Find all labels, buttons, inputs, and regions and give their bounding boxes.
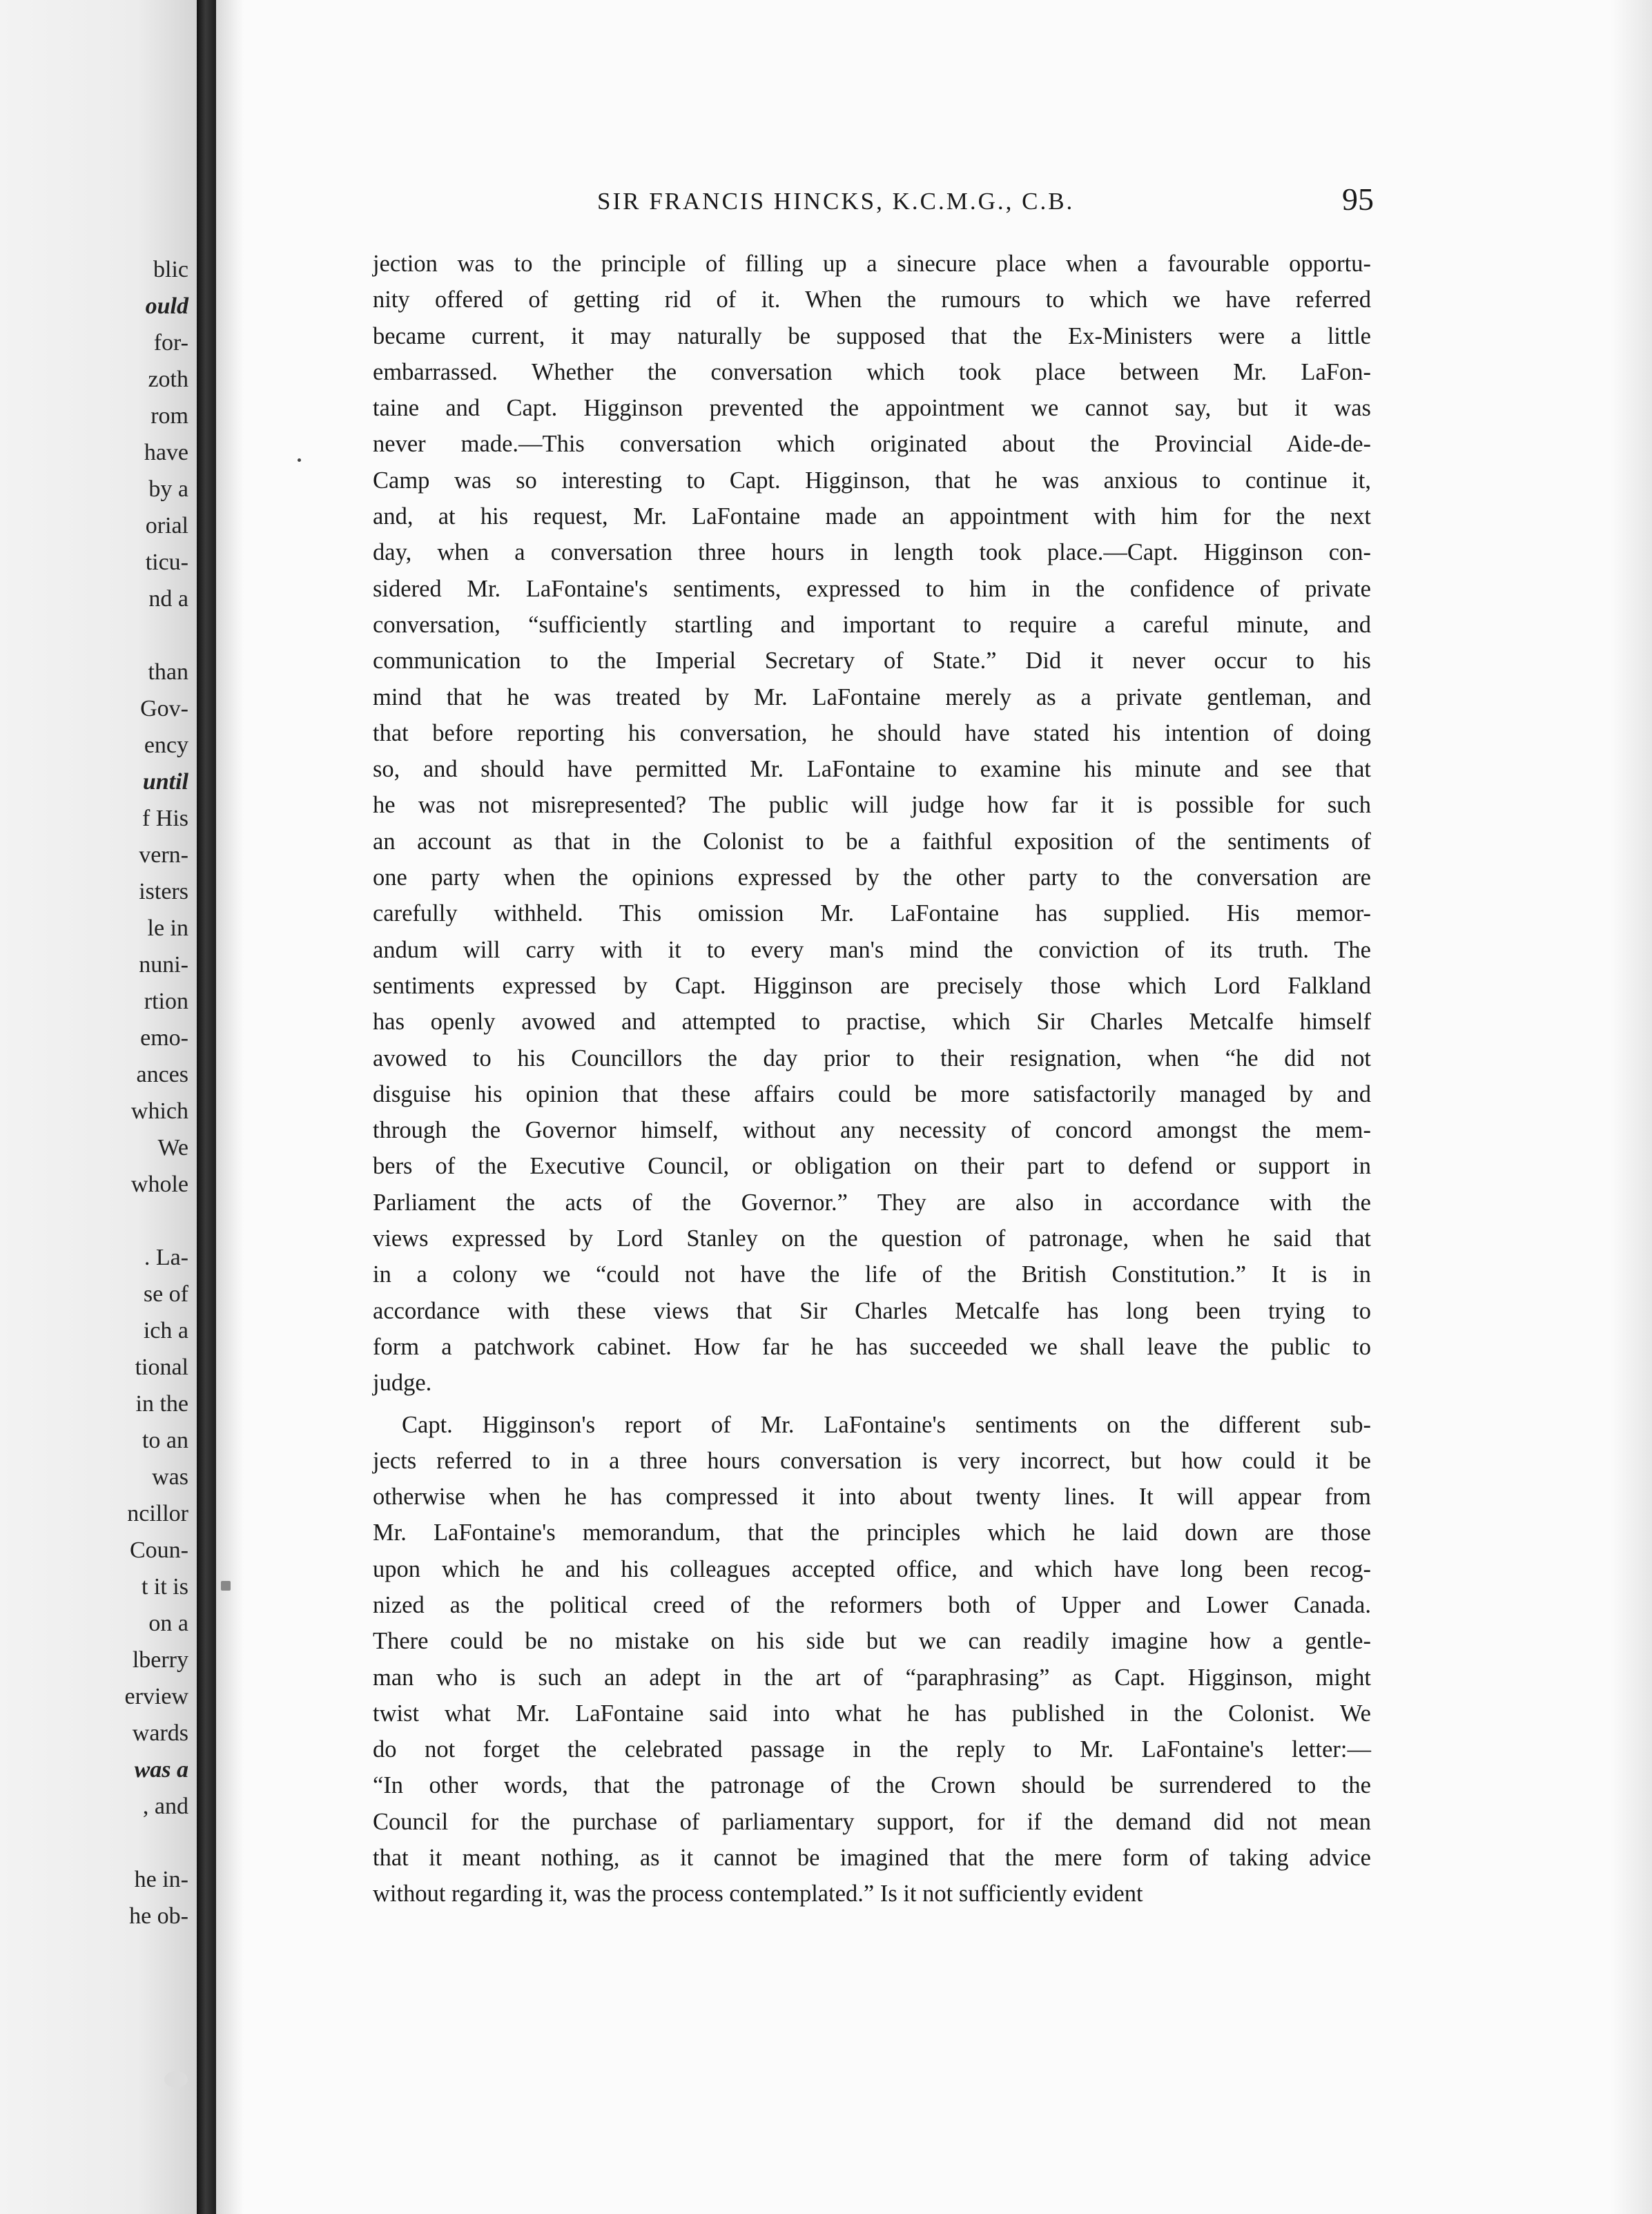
text-line: without regarding it, was the process contemplated.” Is it not sufficiently evident bbox=[373, 1881, 1143, 1907]
running-title: SIR FRANCIS HINCKS, K.C.M.G., C.B. bbox=[597, 188, 1075, 215]
text-line: through the Governor himself, without any necessity of concord amongst the mem- bbox=[373, 1117, 1371, 1144]
text-line: Parliament the acts of the Governor.” They are also in accordance with the bbox=[373, 1189, 1371, 1216]
text-line: communication to the Imperial Secretary of State.” Did it never occur to his bbox=[373, 648, 1371, 674]
text-line: became current, it may naturally be supposed that the Ex-Ministers were a little bbox=[373, 322, 1371, 349]
facing-page-fragment: whole bbox=[130, 1172, 188, 1197]
text-line: sidered Mr. LaFontaine's sentiments, expressed to him in the confidence of private bbox=[373, 575, 1371, 602]
text-line: There could be no mistake on his side but we can readily imagine how a gentle- bbox=[373, 1628, 1371, 1655]
text-line: jects referred to in a three hours conversation is very incorrect, but how could it be bbox=[373, 1447, 1371, 1474]
text-line: that before reporting his conversation, he should have stated his intention of doing bbox=[373, 719, 1371, 746]
text-line: nized as the political creed of the reformers both of Upper and Lower Canada. bbox=[373, 1591, 1371, 1618]
text-line: Capt. Higginson's report of Mr. LaFontaine's sentiments on the different sub- bbox=[402, 1411, 1371, 1438]
facing-page-fragment: We bbox=[157, 1135, 188, 1161]
text-line: jection was to the principle of filling up a sinecure place when a favourable opportu- bbox=[373, 251, 1371, 277]
paragraph bbox=[373, 1407, 1371, 1912]
facing-page-fragment: on a bbox=[148, 1611, 188, 1636]
text-line: judge. bbox=[373, 1370, 432, 1397]
text-line: never made.—This conversation which originated about the Provincial Aide-de- bbox=[373, 431, 1371, 458]
text-line: accordance with these views that Sir Charles Metcalfe has long been trying to bbox=[373, 1297, 1371, 1324]
facing-page-fragment: orial bbox=[145, 513, 188, 538]
paragraph-gap bbox=[373, 1401, 1371, 1407]
text-line: so, and should have permitted Mr. LaFontaine to examine his minute and see that bbox=[373, 756, 1371, 783]
text-line: he was not misrepresented? The public will judge how far it is possible for such bbox=[373, 792, 1371, 819]
facing-page-fragment: tional bbox=[135, 1354, 188, 1380]
text-line: sentiments expressed by Capt. Higginson are precisely those which Lord Falkland bbox=[373, 972, 1371, 999]
facing-page-fragment: rom bbox=[150, 403, 188, 429]
facing-page-fragment: isters bbox=[139, 879, 188, 904]
facing-page-fragment: vern- bbox=[139, 842, 188, 868]
text-line: form a patchwork cabinet. How far he has succeeded we shall leave the public to bbox=[373, 1333, 1371, 1360]
text-line: and, at his request, Mr. LaFontaine made an appointment with him for the next bbox=[373, 503, 1371, 530]
text-line: avowed to his Councillors the day prior to their resignation, when “he did not bbox=[373, 1045, 1371, 1071]
page-right-edge bbox=[1611, 0, 1652, 2214]
facing-page-fragment: wards bbox=[132, 1720, 188, 1746]
facing-page-fragment: nuni- bbox=[139, 952, 188, 978]
facing-page-fragment: se of bbox=[143, 1281, 188, 1307]
facing-page-fragment: which bbox=[130, 1098, 188, 1124]
text-line: an account as that in the Colonist to be a faithful exposition of the sentiments of bbox=[373, 828, 1371, 855]
facing-page-fragment: lberry bbox=[132, 1647, 188, 1673]
facing-page-fragment: ncillor bbox=[127, 1501, 188, 1526]
facing-page-fragment: was bbox=[152, 1464, 188, 1490]
facing-page-fragment: ticu- bbox=[145, 550, 188, 575]
text-line: that it meant nothing, as it cannot be imagined that the mere form of taking advice bbox=[373, 1845, 1371, 1872]
text-line: andum will carry with it to every man's mind the conviction of its truth. The bbox=[373, 936, 1371, 963]
body-text bbox=[373, 246, 1371, 1912]
facing-page-fragment: he in- bbox=[134, 1867, 188, 1892]
facing-page-fragment: f His bbox=[142, 806, 188, 831]
text-line: day, when a conversation three hours in length took place.—Capt. Higginson con- bbox=[373, 539, 1371, 566]
facing-page-fragment: . La- bbox=[144, 1245, 188, 1270]
ink-speck bbox=[298, 458, 301, 462]
facing-page-fragment: nd a bbox=[148, 586, 188, 612]
facing-page-edge bbox=[0, 0, 197, 2214]
text-line: do not forget the celebrated passage in the reply to Mr. LaFontaine's letter:— bbox=[373, 1736, 1371, 1763]
text-line: has openly avowed and attempted to practise, which Sir Charles Metcalfe himself bbox=[373, 1009, 1371, 1036]
text-line: embarrassed. Whether the conversation which took place between Mr. LaFon- bbox=[373, 358, 1371, 385]
text-line: mind that he was treated by Mr. LaFontaine merely as a private gentleman, and bbox=[373, 683, 1371, 710]
text-line: taine and Capt. Higginson prevented the appointment we cannot say, but it was bbox=[373, 395, 1371, 422]
facing-page-fragment: than bbox=[148, 659, 188, 685]
gutter-shadow bbox=[216, 0, 244, 2214]
text-line: one party when the opinions expressed by the other party to the conversation are bbox=[373, 864, 1371, 891]
text-line: nity offered of getting rid of it. When the rumours to which we have referred bbox=[373, 287, 1371, 313]
facing-page-fragment: Coun- bbox=[130, 1537, 188, 1563]
text-line: Council for the purchase of parliamentary support, for if the demand did not mean bbox=[373, 1808, 1371, 1835]
text-line: man who is such an adept in the art of “paraphrasing” as Capt. Higginson, might bbox=[373, 1664, 1371, 1691]
facing-page-fragment: ould bbox=[145, 293, 188, 319]
text-line: Mr. LaFontaine's memorandum, that the principles which he laid down are those bbox=[373, 1519, 1371, 1546]
facing-page-fragment: ances bbox=[136, 1062, 188, 1087]
facing-page-fragment: in the bbox=[135, 1391, 188, 1417]
text-line: otherwise when he has compressed it into about twenty lines. It will appear from bbox=[373, 1484, 1371, 1511]
running-header bbox=[373, 182, 1374, 222]
text-line: views expressed by Lord Stanley on the question of patronage, when he said that bbox=[373, 1225, 1371, 1252]
facing-page-fragment: have bbox=[144, 440, 188, 465]
facing-page-fragment: ency bbox=[144, 732, 188, 758]
book-gutter bbox=[197, 0, 216, 2214]
facing-page-fragment: until bbox=[142, 769, 188, 795]
fragment-gap bbox=[124, 1825, 188, 1861]
text-line: “In other words, that the patronage of the Crown should be surrendered to the bbox=[373, 1772, 1371, 1799]
facing-page-text-fragments bbox=[124, 251, 188, 1934]
facing-page-fragment: ich a bbox=[143, 1318, 188, 1343]
text-line: carefully withheld. This omission Mr. LaFontaine has supplied. His memor- bbox=[373, 900, 1371, 927]
fragment-gap bbox=[124, 617, 188, 654]
paper-stain bbox=[164, 2071, 188, 2088]
facing-page-fragment: blic bbox=[153, 257, 188, 282]
paragraph bbox=[373, 246, 1371, 1401]
facing-page-fragment: zoth bbox=[148, 367, 188, 392]
text-line: in a colony we “could not have the life of the British Constitution.” It is in bbox=[373, 1261, 1371, 1288]
gutter-blemish bbox=[221, 1581, 231, 1591]
facing-page-fragment: was a bbox=[134, 1757, 188, 1783]
facing-page-fragment: t it is bbox=[141, 1574, 188, 1600]
page-number: 95 bbox=[1342, 182, 1374, 217]
text-line: twist what Mr. LaFontaine said into what he has published in the Colonist. We bbox=[373, 1700, 1371, 1727]
facing-page-fragment: to an bbox=[142, 1428, 188, 1453]
facing-page-fragment: , and bbox=[142, 1794, 188, 1819]
facing-page-fragment: erview bbox=[124, 1684, 188, 1709]
facing-page-fragment: for- bbox=[153, 330, 188, 356]
facing-page-fragment: emo- bbox=[140, 1025, 188, 1051]
text-line: Camp was so interesting to Capt. Higginson, that he was anxious to continue it, bbox=[373, 467, 1371, 494]
text-line: upon which he and his colleagues accepted office, and which have long been recog- bbox=[373, 1555, 1371, 1582]
text-line: disguise his opinion that these affairs could be more satisfactorily managed by and bbox=[373, 1080, 1371, 1107]
fragment-gap bbox=[124, 1203, 188, 1239]
facing-page-fragment: rtion bbox=[144, 989, 188, 1014]
facing-page-fragment: le in bbox=[147, 915, 188, 941]
text-line: conversation, “sufficiently startling and important to require a careful minute, and bbox=[373, 611, 1371, 638]
facing-page-fragment: Gov- bbox=[140, 696, 188, 721]
facing-page-fragment: he ob- bbox=[129, 1903, 188, 1929]
facing-page-fragment: by a bbox=[148, 476, 188, 502]
text-line: bers of the Executive Council, or obligation on their part to defend or support in bbox=[373, 1153, 1371, 1180]
